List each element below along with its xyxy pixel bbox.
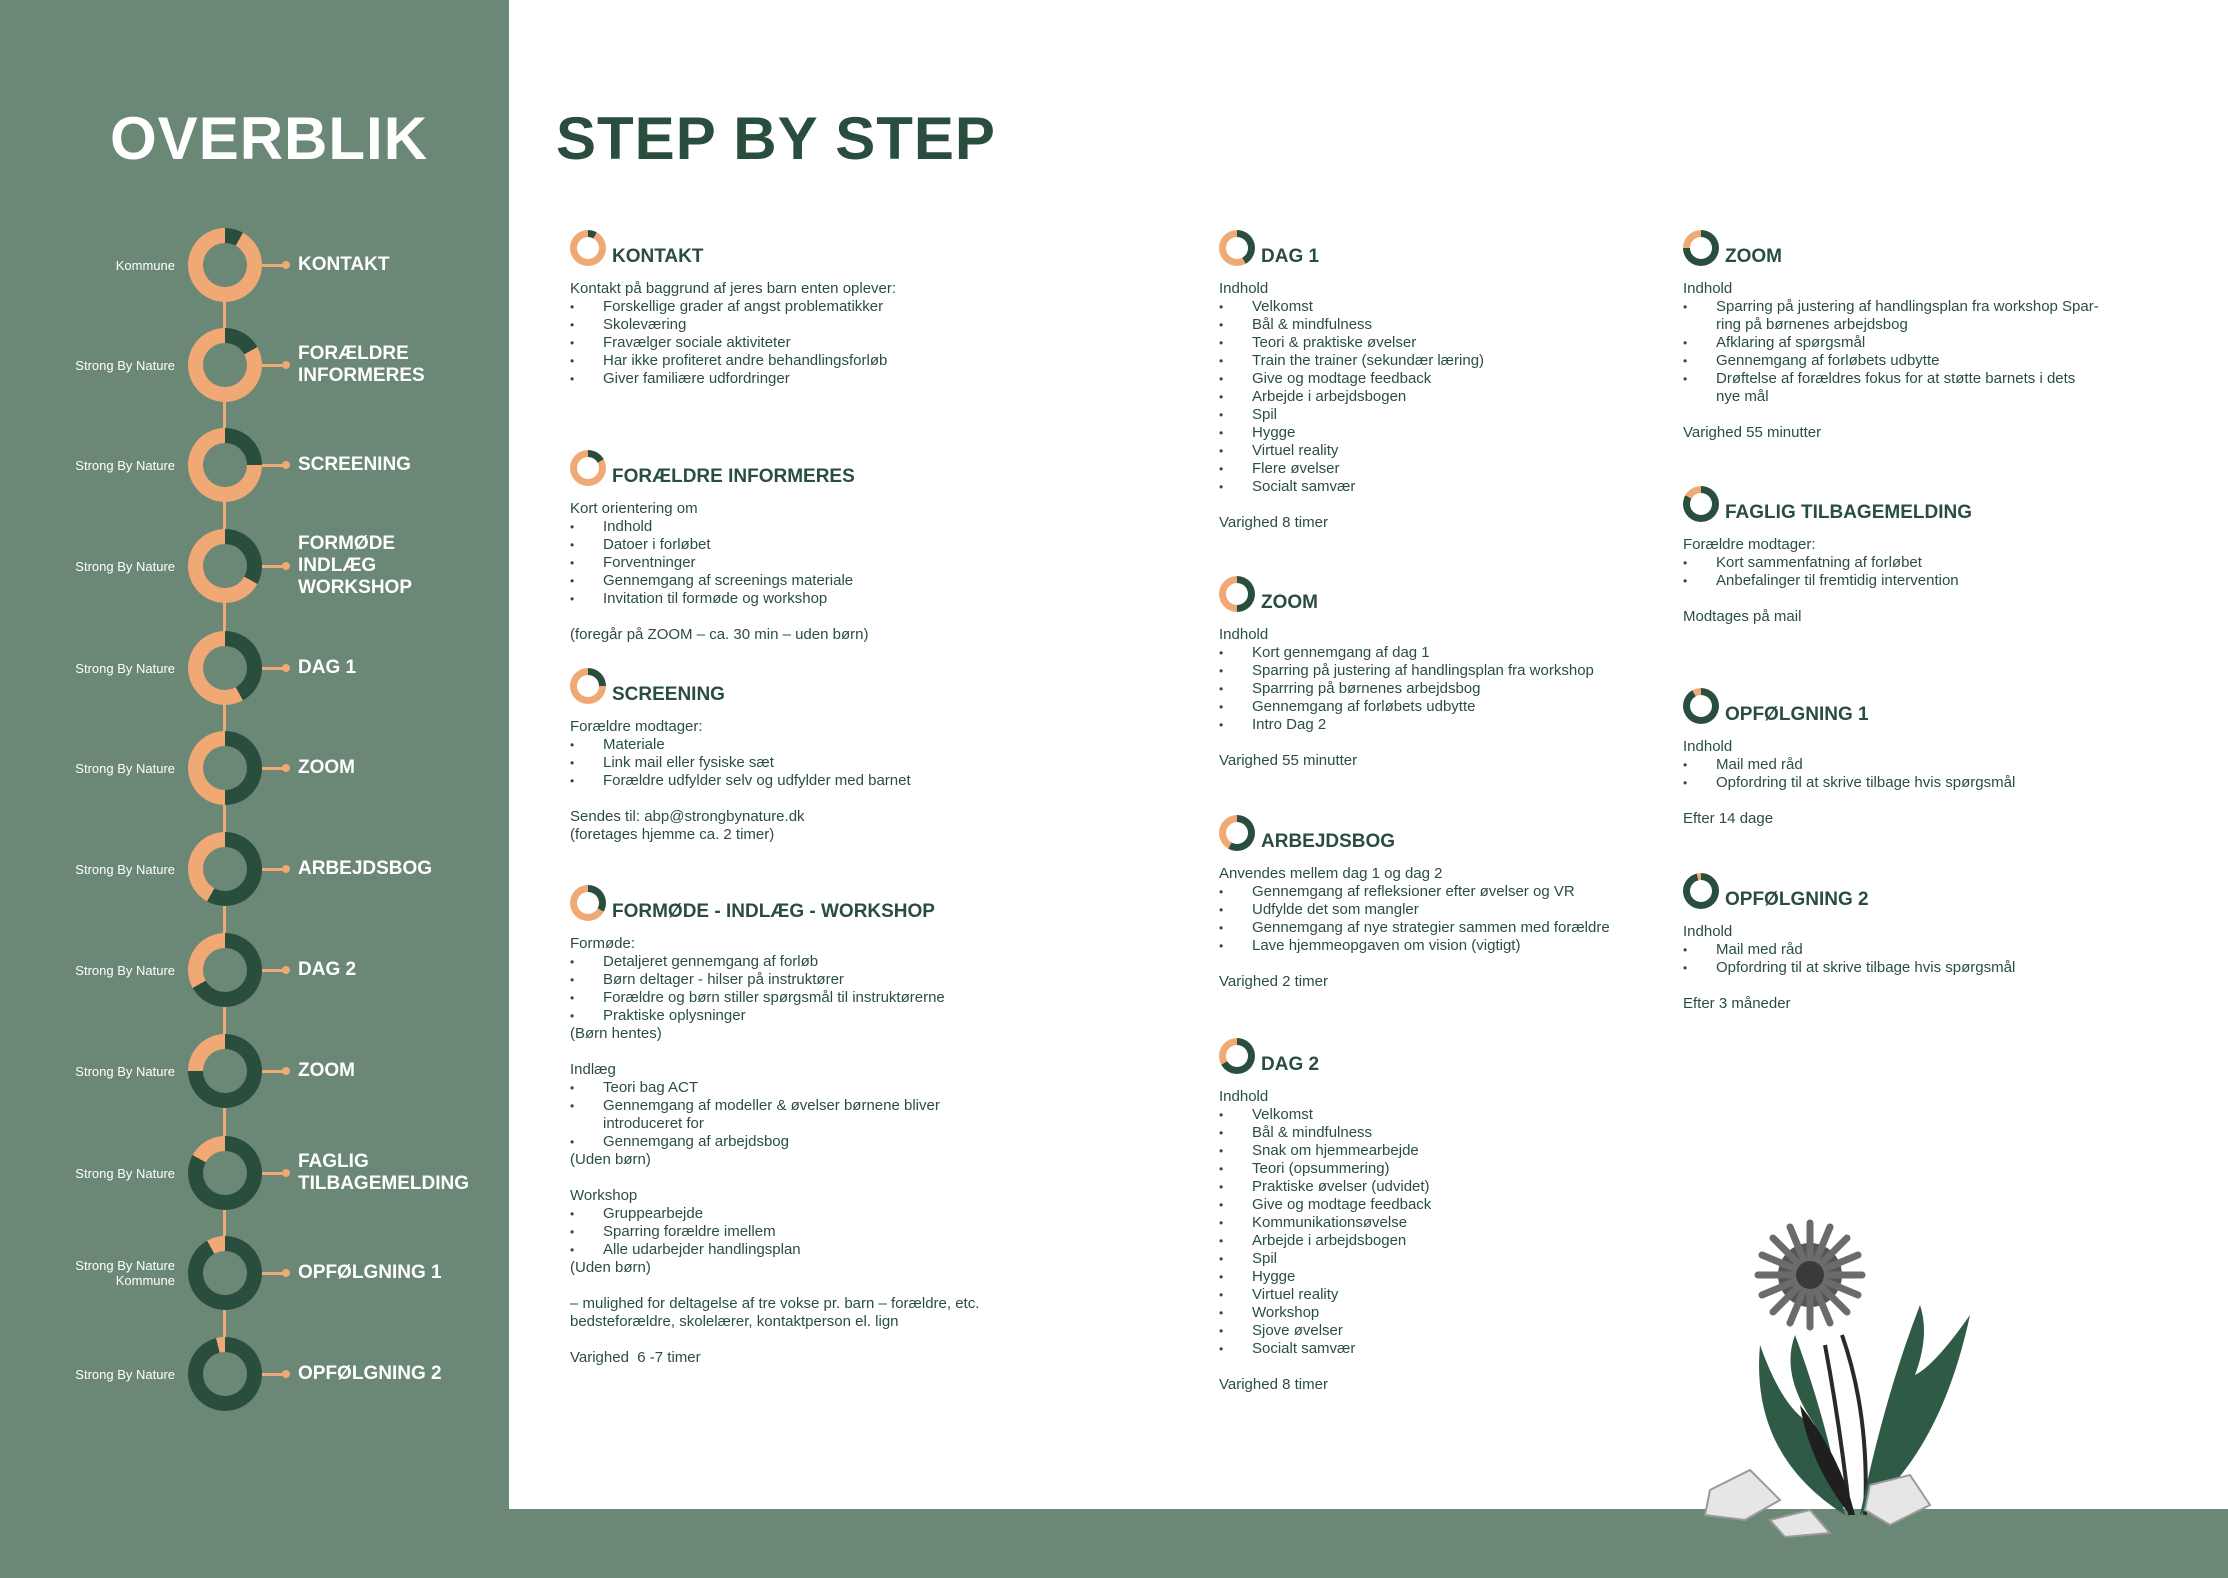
timeline-label: ZOOM	[298, 757, 355, 778]
timeline-dot	[282, 461, 290, 469]
step-title: KONTAKT	[612, 246, 704, 267]
progress-ring-icon	[188, 832, 262, 906]
timeline-connector	[262, 1172, 284, 1175]
page-title: STEP BY STEP	[556, 105, 996, 172]
progress-ring-icon	[570, 450, 606, 486]
timeline-connector	[262, 464, 284, 467]
timeline-dot	[282, 1370, 290, 1378]
bullet-item: • Arbejde i arbejdsbogen	[1219, 1232, 1431, 1250]
progress-ring-icon	[188, 1136, 262, 1210]
step-body	[570, 280, 896, 388]
timeline-actor: Strong By Nature	[75, 1366, 175, 1382]
progress-ring-icon	[188, 228, 262, 302]
timeline-actor: Strong By Nature	[75, 962, 175, 978]
spacer	[570, 1277, 979, 1295]
bullet-item: • Anbefalinger til fremtidig intervention	[1683, 572, 1959, 590]
bullet-item: • Alle udarbejder handlingsplan	[570, 1241, 979, 1259]
spacer	[570, 608, 868, 626]
progress-ring-icon	[1219, 230, 1255, 266]
progress-ring-icon	[188, 933, 262, 1007]
step-section	[1219, 230, 1484, 532]
bullet-item: • Workshop	[1219, 1304, 1431, 1322]
timeline-label: OPFØLGNING 2	[298, 1363, 442, 1384]
progress-ring-icon	[570, 885, 606, 921]
text-line: bedsteforældre, skolelærer, kontaktperson el. lign	[570, 1313, 899, 1330]
progress-ring-icon	[188, 731, 262, 805]
spacer	[1219, 1358, 1431, 1376]
bullet-item: • Sjove øvelser	[1219, 1322, 1431, 1340]
bullet-item: • Give og modtage feedback	[1219, 1196, 1431, 1214]
bullet-item: • Opfordring til at skrive tilbage hvis spørgsmål	[1683, 774, 2015, 792]
bullet-item: • Bål & mindfulness	[1219, 316, 1484, 334]
dandelion-icon	[1690, 1215, 1980, 1540]
step-title: OPFØLGNING 2	[1725, 889, 1869, 910]
step-header	[1683, 230, 2099, 270]
text-line: Efter 3 måneder	[1683, 995, 1791, 1012]
step-title: FAGLIG TILBAGEMELDING	[1725, 502, 1972, 523]
timeline-dot	[282, 361, 290, 369]
progress-ring-icon	[188, 1034, 262, 1108]
bullet-item: • Forældre og børn stiller spørgsmål til instruktørerne	[570, 989, 979, 1007]
step-header	[1219, 576, 1594, 616]
progress-ring-icon	[1219, 815, 1255, 851]
timeline-actor: Strong By Nature Kommune	[75, 1258, 175, 1288]
bullet-item: • Teori bag ACT	[570, 1079, 979, 1097]
text-line: Forældre modtager:	[570, 718, 703, 735]
spacer	[570, 1043, 979, 1061]
timeline-actor: Strong By Nature	[75, 660, 175, 676]
step-body	[1683, 923, 2015, 1013]
step-body	[570, 935, 979, 1367]
bullet-item: • Gennemgang af nye strategier sammen med forældre	[1219, 919, 1610, 937]
text-line: Formøde:	[570, 935, 636, 952]
bullet-item: • Spil	[1219, 1250, 1431, 1268]
bullet-item: • Giver familiære udfordringer	[570, 370, 896, 388]
step-body	[1219, 865, 1610, 991]
step-section	[1683, 486, 1972, 626]
step-section	[1219, 1038, 1431, 1394]
text-line: (Børn hentes)	[570, 1025, 662, 1042]
timeline-dot	[282, 261, 290, 269]
text-line: Varighed 55 minutter	[1683, 424, 1822, 441]
timeline-actor: Strong By Nature	[75, 1165, 175, 1181]
timeline-label: SCREENING	[298, 454, 411, 475]
step-header	[1683, 688, 2015, 728]
bullet-item: • Gennemgang af screenings materiale	[570, 572, 868, 590]
sidebar-panel	[0, 0, 509, 1578]
timeline-label: OPFØLGNING 1	[298, 1262, 442, 1283]
timeline-connector	[262, 1070, 284, 1073]
text-line: – mulighed for deltagelse af tre vokse pr. barn – forældre, etc.	[570, 1295, 980, 1312]
progress-ring-icon	[188, 428, 262, 502]
step-body	[1683, 536, 1959, 626]
bullet-item: • Praktiske øvelser (udvidet)	[1219, 1178, 1431, 1196]
text-line: Indlæg	[570, 1061, 616, 1078]
timeline-label: ZOOM	[298, 1060, 355, 1081]
spacer	[1683, 406, 2099, 424]
timeline-actor: Strong By Nature	[75, 760, 175, 776]
step-header	[570, 450, 868, 490]
bullet-item: • Fravælger sociale aktiviteter	[570, 334, 896, 352]
step-section	[1683, 873, 2015, 1013]
bullet-item: • Flere øvelser	[1219, 460, 1484, 478]
bullet-item: • Velkomst	[1219, 298, 1484, 316]
timeline-label: KONTAKT	[298, 254, 390, 275]
bullet-item: • Socialt samvær	[1219, 1340, 1431, 1358]
progress-ring-icon	[188, 1236, 262, 1310]
timeline-actor: Strong By Nature	[75, 457, 175, 473]
step-body	[570, 718, 911, 844]
spacer	[1683, 977, 2015, 995]
bullet-item: • Drøftelse af forældres fokus for at støtte barnets i dets nye mål	[1683, 370, 2099, 406]
bullet-item: • Forskellige grader af angst problematikker	[570, 298, 896, 316]
bullet-item: • Hygge	[1219, 424, 1484, 442]
bullet-item: • Velkomst	[1219, 1106, 1431, 1124]
spacer	[1219, 734, 1594, 752]
spacer	[1683, 792, 2015, 810]
timeline-actor: Strong By Nature	[75, 558, 175, 574]
text-line: Varighed 8 timer	[1219, 514, 1328, 531]
bullet-item: • Materiale	[570, 736, 911, 754]
sidebar-title: OVERBLIK	[110, 105, 429, 172]
bullet-item: • Spil	[1219, 406, 1484, 424]
text-line: Indhold	[1219, 280, 1269, 297]
timeline-dot	[282, 865, 290, 873]
step-header	[1683, 873, 2015, 913]
timeline-connector	[262, 565, 284, 568]
bullet-item: • Opfordring til at skrive tilbage hvis spørgsmål	[1683, 959, 2015, 977]
text-line: Anvendes mellem dag 1 og dag 2	[1219, 865, 1443, 882]
bullet-item: • Forældre udfylder selv og udfylder med barnet	[570, 772, 911, 790]
text-line: (foregår på ZOOM – ca. 30 min – uden børn)	[570, 626, 869, 643]
step-header	[570, 885, 979, 925]
text-line: Varighed 6 -7 timer	[570, 1349, 701, 1366]
bullet-item: • Mail med råd	[1683, 756, 2015, 774]
timeline-connector	[262, 767, 284, 770]
step-body	[570, 500, 868, 644]
bullet-item: • Gennemgang af forløbets udbytte	[1219, 698, 1594, 716]
step-title: FORÆLDRE INFORMERES	[612, 466, 855, 487]
text-line: Kort orientering om	[570, 500, 698, 517]
step-header	[1683, 486, 1972, 526]
text-line: Efter 14 dage	[1683, 810, 1774, 827]
timeline-label: FAGLIG TILBAGEMELDING	[298, 1151, 469, 1194]
spacer	[570, 1169, 979, 1187]
progress-ring-icon	[1683, 873, 1719, 909]
text-line: Indhold	[1219, 1088, 1269, 1105]
step-header	[570, 230, 896, 270]
bullet-item: • Gruppearbejde	[570, 1205, 979, 1223]
text-line: Varighed 55 minutter	[1219, 752, 1358, 769]
spacer	[570, 1331, 979, 1349]
bullet-item: • Give og modtage feedback	[1219, 370, 1484, 388]
progress-ring-icon	[188, 1337, 262, 1411]
bullet-item: • Teori & praktiske øvelser	[1219, 334, 1484, 352]
bullet-item: • Udfylde det som mangler	[1219, 901, 1610, 919]
step-section	[570, 885, 979, 1367]
timeline-connector	[262, 264, 284, 267]
step-title: SCREENING	[612, 684, 725, 705]
step-title: ZOOM	[1725, 246, 1782, 267]
bullet-item: • Gennemgang af modeller & øvelser børnene bliver introduceret for	[570, 1097, 979, 1133]
bullet-item: • Børn deltager - hilser på instruktører	[570, 971, 979, 989]
bullet-item: • Sparring på justering af handlingsplan fra workshop Spar- ring på børnenes arbejdsbog	[1683, 298, 2099, 334]
step-section	[1683, 688, 2015, 828]
spacer	[1219, 955, 1610, 973]
timeline-actor: Strong By Nature	[75, 357, 175, 373]
progress-ring-icon	[188, 529, 262, 603]
timeline-actor: Strong By Nature	[75, 861, 175, 877]
bullet-item: • Kommunikationsøvelse	[1219, 1214, 1431, 1232]
text-line: Sendes til: abp@strongbynature.dk	[570, 808, 805, 825]
text-line: Kontakt på baggrund af jeres barn enten oplever:	[570, 280, 897, 297]
text-line: Modtages på mail	[1683, 608, 1802, 625]
text-line: Workshop	[570, 1187, 638, 1204]
step-body	[1683, 280, 2099, 442]
step-body	[1219, 626, 1594, 770]
step-header	[1219, 815, 1610, 855]
bullet-item: • Sparrring på børnenes arbejdsbog	[1219, 680, 1594, 698]
timeline-label: DAG 1	[298, 657, 357, 678]
progress-ring-icon	[570, 668, 606, 704]
progress-ring-icon	[1219, 576, 1255, 612]
bullet-item: • Afklaring af spørgsmål	[1683, 334, 2099, 352]
step-title: DAG 1	[1261, 246, 1320, 267]
step-body	[1219, 1088, 1431, 1394]
bullet-item: • Indhold	[570, 518, 868, 536]
bullet-item: • Arbejde i arbejdsbogen	[1219, 388, 1484, 406]
timeline-connector	[262, 364, 284, 367]
text-line: Varighed 2 timer	[1219, 973, 1328, 990]
step-section	[570, 230, 896, 388]
bullet-item: • Datoer i forløbet	[570, 536, 868, 554]
progress-ring-icon	[1219, 1038, 1255, 1074]
step-section	[1683, 230, 2099, 442]
bullet-item: • Gennemgang af forløbets udbytte	[1683, 352, 2099, 370]
step-body	[1219, 280, 1484, 532]
step-header	[1219, 230, 1484, 270]
text-line: Forældre modtager:	[1683, 536, 1816, 553]
bullet-item: • Intro Dag 2	[1219, 716, 1594, 734]
progress-ring-icon	[188, 631, 262, 705]
timeline-dot	[282, 664, 290, 672]
progress-ring-icon	[570, 230, 606, 266]
step-title: ZOOM	[1261, 592, 1318, 613]
step-section	[1219, 576, 1594, 770]
text-line: Indhold	[1683, 280, 1733, 297]
timeline-actor: Strong By Nature	[75, 1063, 175, 1079]
spacer	[1219, 496, 1484, 514]
text-line: Indhold	[1219, 626, 1269, 643]
text-line: (Uden børn)	[570, 1151, 651, 1168]
timeline-label: FORÆLDRE INFORMERES	[298, 343, 425, 386]
bullet-item: • Forventninger	[570, 554, 868, 572]
step-title: ARBEJDSBOG	[1261, 831, 1396, 852]
bullet-item: • Link mail eller fysiske sæt	[570, 754, 911, 772]
step-section	[570, 668, 911, 844]
spacer	[1683, 590, 1959, 608]
bullet-item: • Sparring på justering af handlingsplan fra workshop	[1219, 662, 1594, 680]
timeline-dot	[282, 966, 290, 974]
bullet-item: • Virtuel reality	[1219, 1286, 1431, 1304]
step-section	[570, 450, 868, 644]
text-line: Varighed 8 timer	[1219, 1376, 1328, 1393]
bullet-item: • Kort sammenfatning af forløbet	[1683, 554, 1959, 572]
step-header	[1219, 1038, 1431, 1078]
bullet-item: • Mail med råd	[1683, 941, 2015, 959]
bullet-item: • Bål & mindfulness	[1219, 1124, 1431, 1142]
timeline-connector	[262, 868, 284, 871]
timeline-label: DAG 2	[298, 959, 357, 980]
bullet-item: • Detaljeret gennemgang af forløb	[570, 953, 979, 971]
timeline-label: ARBEJDSBOG	[298, 858, 433, 879]
timeline-label: FORMØDE INDLÆG WORKSHOP	[298, 533, 412, 598]
text-line: (Uden børn)	[570, 1259, 651, 1276]
bullet-item: • Lave hjemmeopgaven om vision (vigtigt)	[1219, 937, 1610, 955]
step-title: OPFØLGNING 1	[1725, 704, 1869, 725]
bullet-item: • Snak om hjemmearbejde	[1219, 1142, 1431, 1160]
spacer	[570, 790, 911, 808]
timeline-dot	[282, 764, 290, 772]
bullet-item: • Socialt samvær	[1219, 478, 1484, 496]
timeline-dot	[282, 1067, 290, 1075]
timeline-dot	[282, 562, 290, 570]
timeline-connector	[262, 667, 284, 670]
progress-ring-icon	[188, 328, 262, 402]
step-header	[570, 668, 911, 708]
step-title: FORMØDE - INDLÆG - WORKSHOP	[612, 901, 935, 922]
timeline-actor: Kommune	[115, 257, 175, 273]
timeline-dot	[282, 1269, 290, 1277]
timeline-dot	[282, 1169, 290, 1177]
bullet-item: • Teori (opsummering)	[1219, 1160, 1431, 1178]
timeline-connector	[262, 1373, 284, 1376]
bullet-item: • Sparring forældre imellem	[570, 1223, 979, 1241]
bullet-item: • Gennemgang af arbejdsbog	[570, 1133, 979, 1151]
text-line: Indhold	[1683, 923, 1733, 940]
bullet-item: • Hygge	[1219, 1268, 1431, 1286]
progress-ring-icon	[1683, 688, 1719, 724]
bullet-item: • Har ikke profiteret andre behandlingsforløb	[570, 352, 896, 370]
bullet-item: • Invitation til formøde og workshop	[570, 590, 868, 608]
bullet-item: • Gennemgang af refleksioner efter øvelser og VR	[1219, 883, 1610, 901]
step-section	[1219, 815, 1610, 991]
timeline-connector	[262, 1272, 284, 1275]
timeline-connector	[262, 969, 284, 972]
text-line: (foretages hjemme ca. 2 timer)	[570, 826, 775, 843]
step-body	[1683, 738, 2015, 828]
step-title: DAG 2	[1261, 1054, 1320, 1075]
bullet-item: • Skoleværing	[570, 316, 896, 334]
bullet-item: • Train the trainer (sekundær læring)	[1219, 352, 1484, 370]
bullet-item: • Praktiske oplysninger	[570, 1007, 979, 1025]
bullet-item: • Kort gennemgang af dag 1	[1219, 644, 1594, 662]
progress-ring-icon	[1683, 230, 1719, 266]
bullet-item: • Virtuel reality	[1219, 442, 1484, 460]
progress-ring-icon	[1683, 486, 1719, 522]
text-line: Indhold	[1683, 738, 1733, 755]
